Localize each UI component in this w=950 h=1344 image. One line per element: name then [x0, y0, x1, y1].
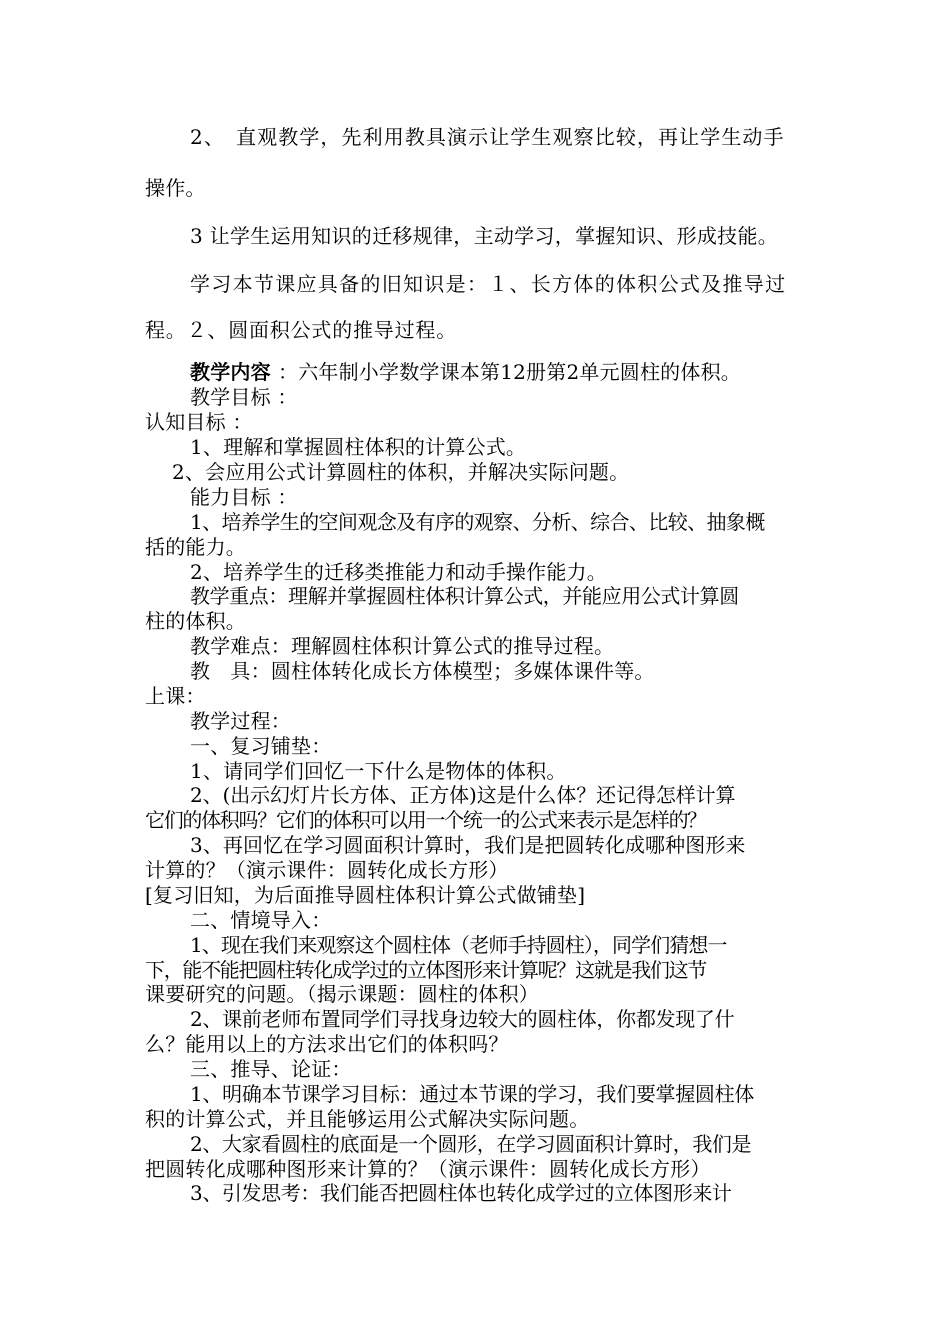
text-line: 教学过程： [190, 709, 291, 733]
text-line: 2、大家看圆柱的底面是一个圆形，在学习圆面积计算时，我们是 [190, 1132, 752, 1156]
text-line: 么？能用以上的方法求出它们的体积吗？ [145, 1032, 509, 1056]
text-line: 2、(出示幻灯片长方体、正方体)这是什么体？还记得怎样计算 [190, 783, 736, 807]
text-line: 1、请同学们回忆一下什么是物体的体积。 [190, 759, 567, 783]
text-line: 下，能不能把圆柱转化成学过的立体图形来计算呢？这就是我们这节 [145, 958, 706, 982]
text-line: 括的能力。 [145, 535, 246, 559]
text-line: 认知目标 ： [145, 410, 253, 434]
text-line: 1、理解和掌握圆柱体积的计算公式。 [190, 435, 527, 459]
text-line: 教 具：圆柱体转化成长方体模型；多媒体课件等。 [190, 659, 655, 683]
text-line: 1、明确本节课学习目标：通过本节课的学习，我们要掌握圆柱体 [190, 1082, 755, 1106]
text-line: 教学重点：理解并掌握圆柱体积计算公式，并能应用公式计算圆 [190, 584, 739, 608]
text-line: 2、培养学生的迁移类推能力和动手操作能力。 [190, 560, 607, 584]
text-line: 柱的体积。 [145, 609, 246, 633]
text-line: 1、现在我们来观察这个圆柱体（老师手持圆柱），同学们猜想一 [190, 933, 727, 957]
text-line: 3 让学生运用知识的迁移规律，主动学习，掌握知识、形成技能。 [190, 224, 779, 248]
text-line: 积的计算公式，并且能够运用公式解决实际问题。 [145, 1107, 590, 1131]
text-line: 教学目标 ： [190, 385, 298, 409]
text-line: 3、再回忆在学习圆面积计算时，我们是把圆转化成哪种图形来 [190, 833, 746, 857]
text-line: 教学难点：理解圆柱体积计算公式的推导过程。 [190, 634, 615, 658]
text-line: 计算的？（演示课件：圆转化成长方形） [145, 858, 509, 882]
text-line: 能力目标 ： [190, 485, 298, 509]
text-line: 1、培养学生的空间观念及有序的观察、分析、综合、比较、抽象概 [190, 510, 765, 534]
text-line: 二、情境导入： [190, 908, 332, 932]
text-line: 课要研究的问题。（揭示课题：圆柱的体积） [145, 982, 539, 1006]
text-line: 2、 直观教学，先利用教具演示让学生观察比较，再让学生动手 [190, 125, 785, 149]
text-line: 三、推导、论证： [190, 1057, 352, 1081]
text-line: 操作。 [145, 176, 206, 200]
text-line: 学习本节课应具备的旧知识是：１、长方体的体积公式及推导过 [190, 272, 787, 296]
text-line: 把圆转化成哪种图形来计算的？（演示课件：圆转化成长方形） [145, 1157, 711, 1181]
text-line: 3、引发思考：我们能否把圆柱体也转化成学过的立体图形来计 [190, 1181, 732, 1205]
text-line: 上课： [145, 684, 206, 708]
text-line: 它们的体积吗？它们的体积可以用一个统一的公式来表示是怎样的？ [145, 808, 706, 832]
text-line: [复习旧知，为后面推导圆柱体积计算公式做铺垫] [145, 883, 586, 907]
text-line: 2、会应用公式计算圆柱的体积，并解决实际问题。 [172, 460, 630, 484]
text-line: 一、复习铺垫： [190, 734, 332, 758]
teaching-content-label: 教学内容 [190, 360, 271, 384]
text-line: 程。２、圆面积公式的推导过程。 [145, 318, 457, 342]
text-line: 2、课前老师布置同学们寻找身边较大的圆柱体，你都发现了什 [190, 1007, 735, 1031]
teaching-content-text: ：六年制小学数学课本第12册第2单元圆柱的体积。 [278, 360, 741, 384]
